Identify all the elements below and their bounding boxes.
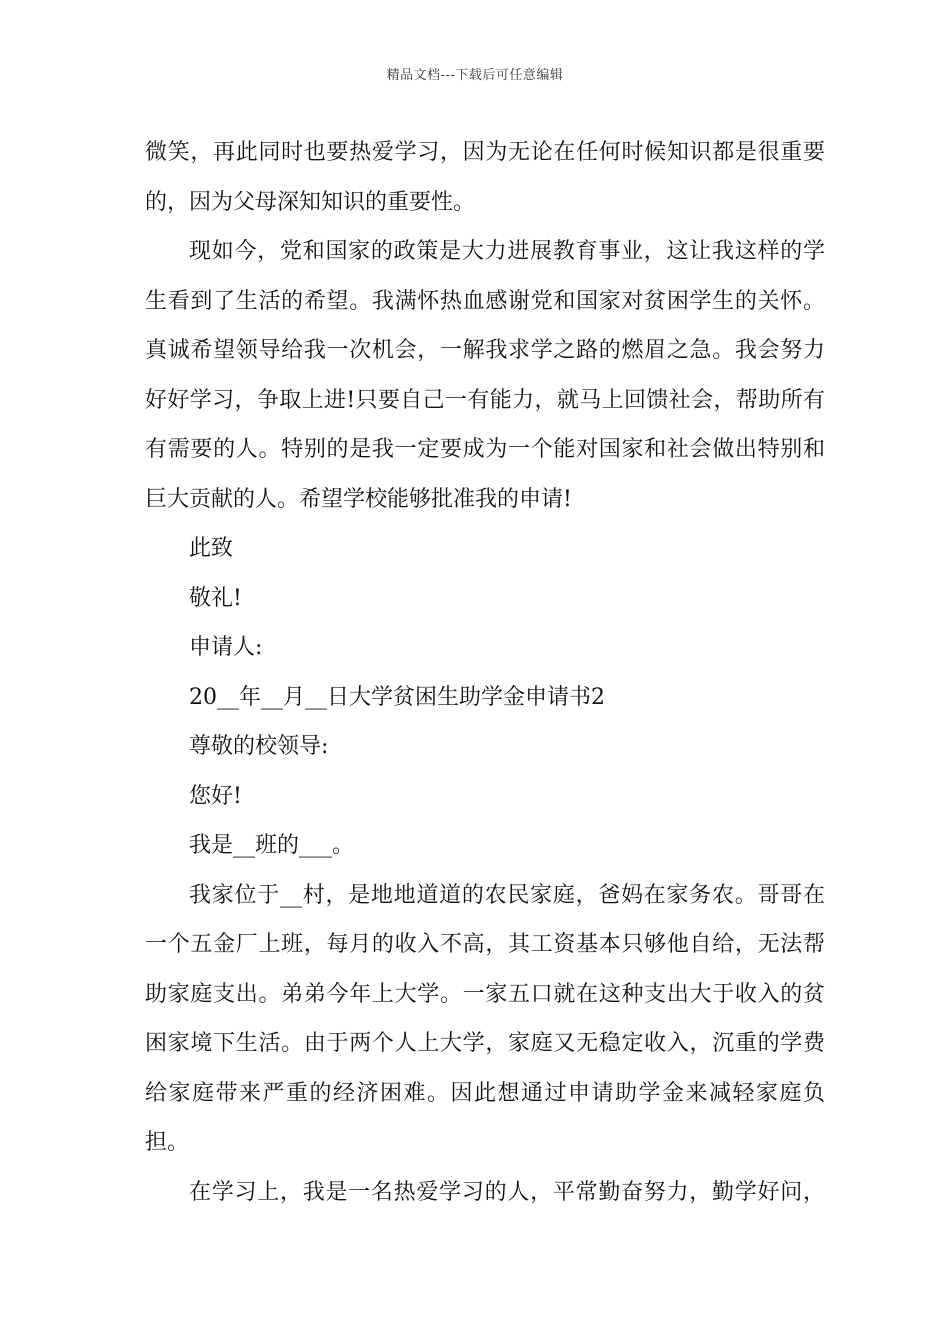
- closing-regards: 敬礼!: [189, 585, 242, 611]
- applicant-label: 申请人:: [189, 635, 263, 660]
- paragraph-policy: 现如今，党和国家的政策是大力进展教育事业，这让我这样的学生看到了生活的希望。我满怀热血感谢党和国家对贫困学生的关怀。真诚希望领导给我一次机会，一解我求学之路的燃眉之急。我会努力好好学习，争取上进!只要自己一有能力，就马上回馈社会，帮助所有有需要的人。特别的是我一定要成为一个能对国家和社会做出特别和巨大贡献的人。希望学校能够批准我的申请!: [145, 239, 825, 512]
- greeting-hello: 您好!: [189, 783, 242, 809]
- page-header: 精品文档---下载后可任意编辑: [386, 68, 564, 83]
- paragraph-family: 我家位于__村，是地地道道的农民家庭，爸妈在家务农。哥哥在一个五金厂上班，每月的收入不高，其工资基本只够他自给，无法帮助家庭支出。弟弟今年上大学。一家五口就在这种支出大于收入的贫困家境下生活。由于两个人上大学，家庭又无稳定收入，沉重的学费给家庭带来严重的经济困难。因此想通过申请助学金来减轻家庭负担。: [145, 882, 825, 1155]
- paragraph-continuation: 微笑，再此同时也要热爱学习，因为无论在任何时候知识都是很重要的，因为父母深知知识的重要性。: [145, 140, 825, 215]
- document-body: [145, 128, 825, 1217]
- greeting-recipient: 尊敬的校领导:: [189, 734, 329, 759]
- self-introduction: 我是__班的___。: [189, 833, 355, 858]
- closing-salutation: 此致: [189, 536, 234, 561]
- date-and-title-line: 20__年__月__日大学贫困生助学金申请书2: [189, 684, 605, 710]
- paragraph-study: 在学习上，我是一名热爱学习的人，平常勤奋努力，勤学好问，: [189, 1179, 825, 1205]
